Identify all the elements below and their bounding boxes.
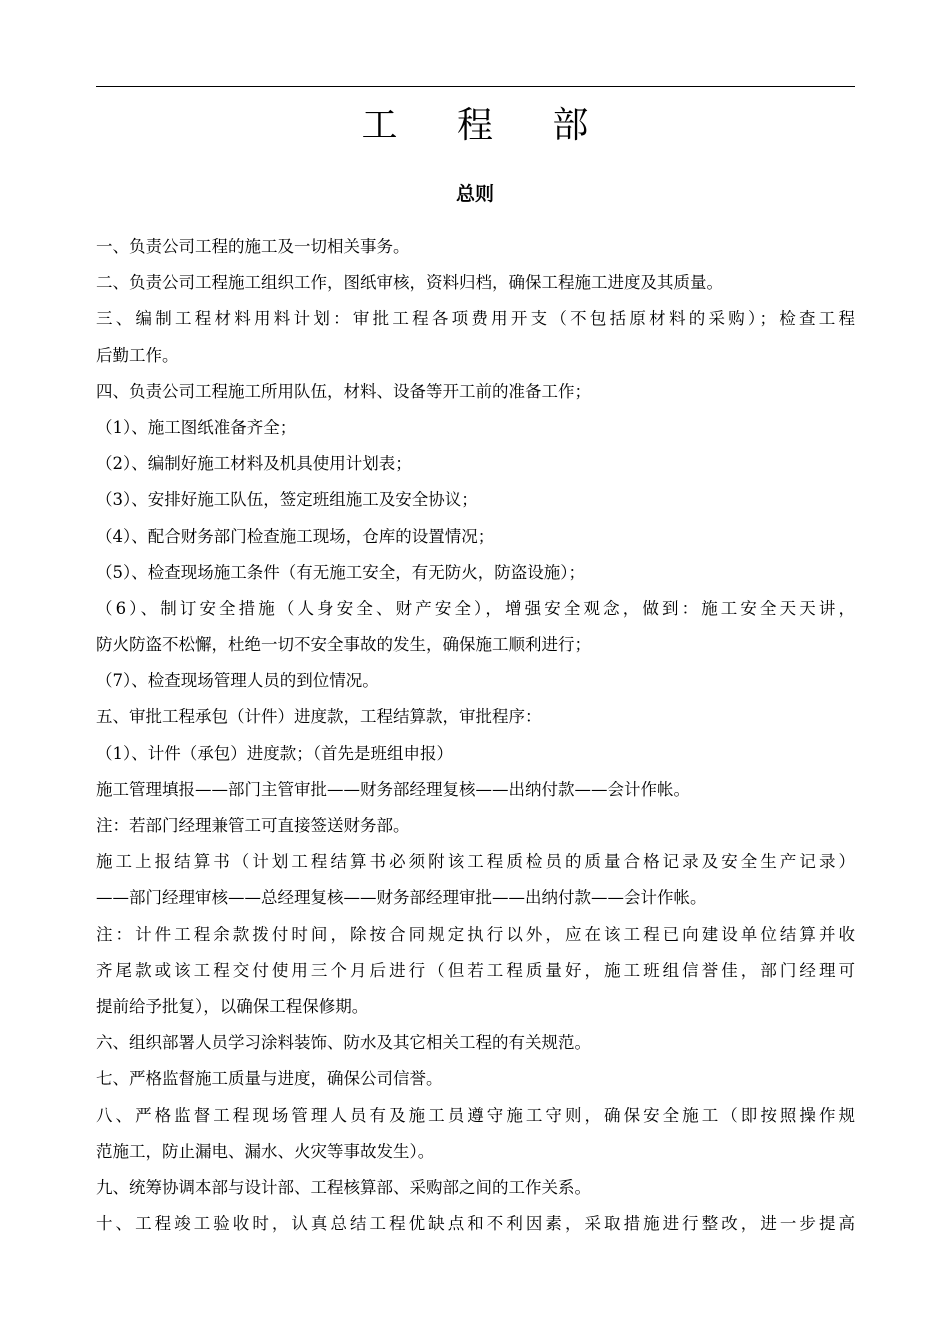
- text-line: （3）、安排好施工队伍，签定班组施工及安全协议；: [96, 490, 478, 510]
- document-body: [96, 229, 855, 1242]
- text-line: 五、审批工程承包（计件）进度款，工程结算款，审批程序：: [96, 707, 542, 727]
- section-heading: 总则: [455, 183, 494, 205]
- text-line: （4）、配合财务部门检查施工现场，仓库的设置情况；: [96, 526, 495, 546]
- text-line: 四、负责公司工程施工所用队伍，材料、设备等开工前的准备工作；: [96, 381, 591, 401]
- text-line: 范施工，防止漏电、漏水、火灾等事故发生）。: [96, 1141, 435, 1161]
- page-title: 工 程 部: [361, 105, 613, 146]
- text-line: 二、负责公司工程施工组织工作，图纸审核，资料归档，确保工程施工进度及其质量。: [96, 273, 723, 293]
- text-line: （7）、检查现场管理人员的到位情况。: [96, 671, 379, 691]
- text-line: 八、严格监督工程现场管理人员有及施工员遵守施工守则，确保安全施工（即按照操作规: [96, 1105, 855, 1125]
- text-line: 一、负责公司工程的施工及一切相关事务。: [96, 237, 410, 256]
- text-line: （2）、编制好施工材料及机具使用计划表；: [96, 454, 412, 474]
- text-line: 六、组织部署人员学习涂料装饰、防水及其它相关工程的有关规范。: [96, 1033, 591, 1053]
- text-line: 九、统筹协调本部与设计部、工程核算部、采购部之间的工作关系。: [96, 1177, 591, 1197]
- text-line: 提前给予批复），以确保工程保修期。: [96, 996, 369, 1016]
- text-line: （1）、计件（承包）进度款；（首先是班组申报）: [96, 743, 453, 763]
- text-line: 后勤工作。: [96, 345, 179, 365]
- text-line: 注：若部门经理兼管工可直接签送财务部。: [96, 816, 410, 835]
- text-line: 三、编制工程材料用料计划：审批工程各项费用开支（不包括原材料的采购）；检查工程: [96, 309, 855, 329]
- header-rule: [96, 86, 855, 87]
- text-line: 注：计件工程余款拨付时间，除按合同规定执行以外，应在该工程已向建设单位结算并收: [96, 924, 855, 944]
- text-line: （1）、施工图纸准备齐全；: [96, 417, 297, 437]
- text-line: （5）、检查现场施工条件（有无施工安全，有无防火，防盗设施）；: [96, 562, 585, 582]
- text-line: 防火防盗不松懈，杜绝一切不安全事故的发生，确保施工顺利进行；: [96, 635, 591, 655]
- text-line: 齐尾款或该工程交付使用三个月后进行（但若工程质量好，施工班组信誉佳，部门经理可: [96, 960, 855, 980]
- text-line: （6）、制订安全措施（人身安全、财产安全），增强安全观念，做到：施工安全天天讲，: [96, 598, 855, 618]
- text-line: 十、工程竣工验收时，认真总结工程优缺点和不利因素，采取措施进行整改，进一步提高: [96, 1214, 855, 1234]
- text-line: ——部门经理审核——总经理复核——财务部经理审批——出纳付款——会计作帐。: [96, 888, 707, 908]
- text-line: 施工管理填报——部门主管审批——财务部经理复核——出纳付款——会计作帐。: [96, 779, 690, 799]
- text-line: 施工上报结算书（计划工程结算书必须附该工程质检员的质量合格记录及安全生产记录）: [96, 852, 855, 872]
- text-line: 七、严格监督施工质量与进度，确保公司信誉。: [96, 1069, 443, 1089]
